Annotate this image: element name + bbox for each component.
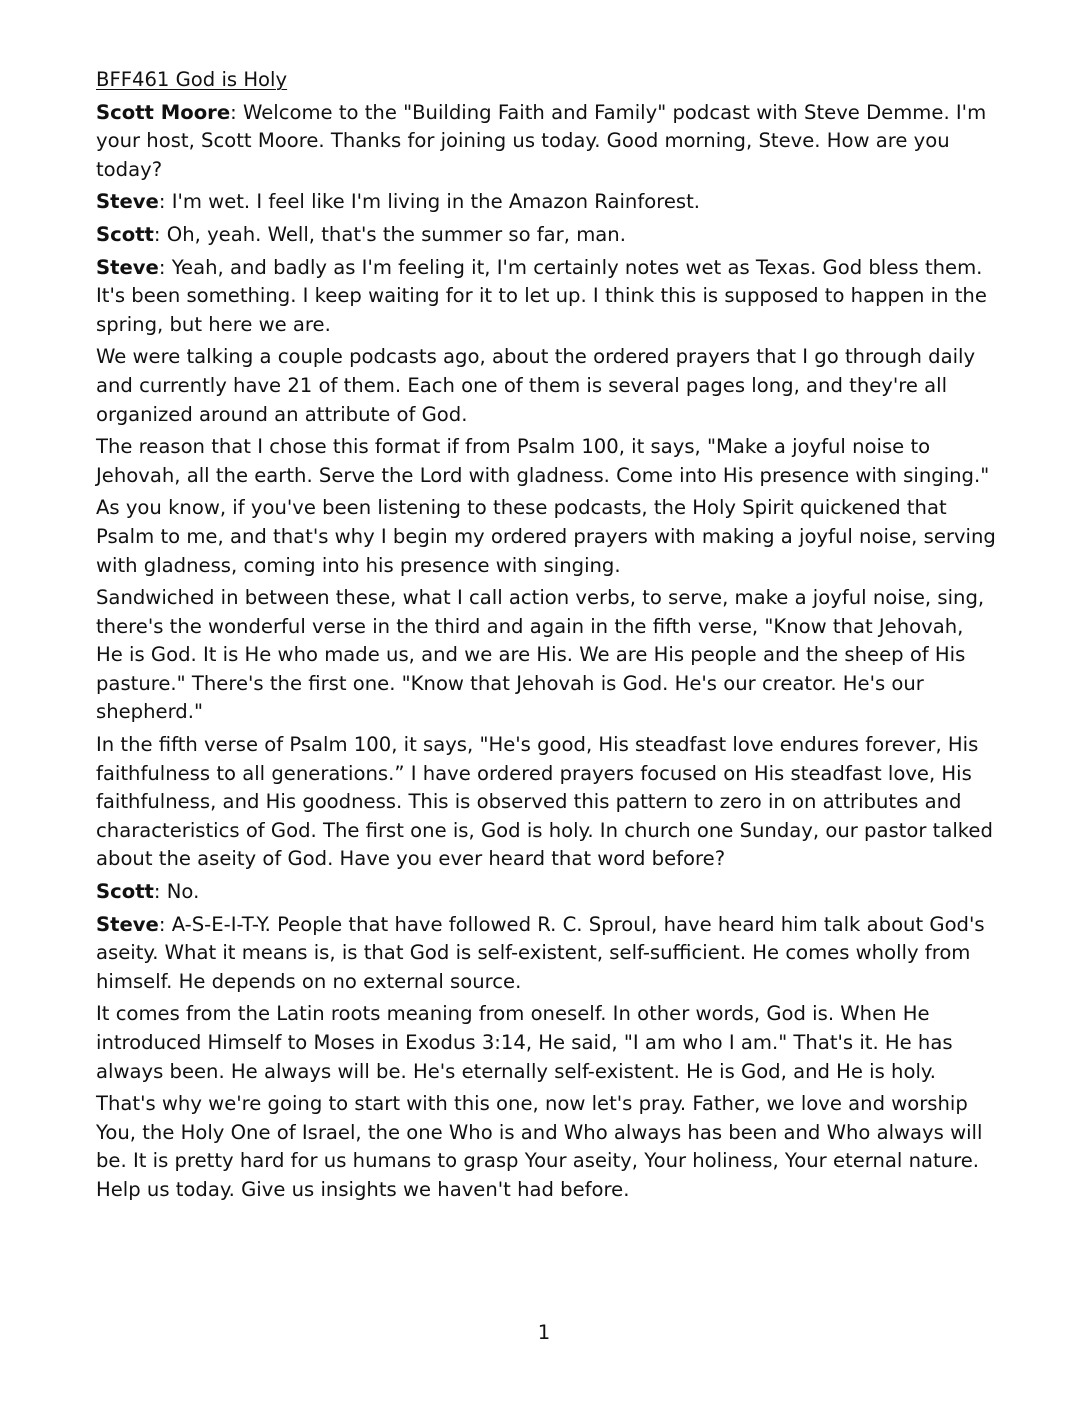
transcript-paragraph	[96, 1090, 996, 1204]
speaker-separator: :	[153, 222, 167, 246]
speaker-name: Scott	[96, 222, 154, 246]
speaker-name: Steve	[96, 912, 159, 936]
speaker-separator: :	[158, 912, 172, 936]
speaker-separator: :	[158, 190, 172, 214]
transcript-paragraph	[96, 878, 996, 907]
speaker-separator: :	[230, 100, 243, 124]
paragraph-text: That's why we're going to start with this one, now let's pray. Father, we love and worship You, the Holy One of Israel, the one Who is and Who always has been and Who always will be. It is pretty hard for us humans to grasp Your aseity, Your holiness, Your eternal nature. Help us today. Give us insights we haven't had before.	[96, 1092, 983, 1201]
transcript-paragraph	[96, 911, 996, 997]
transcript-paragraph	[96, 221, 996, 250]
paragraph-text: The reason that I chose this format if from Psalm 100, it says, "Make a joyful noise to Jehovah, all the earth. Serve the Lord with gladness. Come into His presence with singing."	[96, 435, 990, 487]
transcript-paragraph	[96, 343, 996, 429]
paragraph-text: Oh, yeah. Well, that's the summer so far, man.	[166, 222, 626, 246]
transcript-paragraph	[96, 188, 996, 217]
paragraph-text: We were talking a couple podcasts ago, about the ordered prayers that I go through daily and currently have 21 of them. Each one of them is several pages long, and they're all organized around an attribute of God.	[96, 345, 976, 426]
paragraph-text: I'm wet. I feel like I'm living in the Amazon Rainforest.	[171, 190, 701, 214]
transcript-body	[96, 66, 996, 1209]
paragraph-text: Welcome to the "Building Faith and Family" podcast with Steve Demme. I'm your host, Scott Moore. Thanks for joining us today. Good morning, Steve. How are you today?	[96, 100, 987, 181]
speaker-name: Scott	[96, 880, 154, 904]
transcript-paragraph	[96, 1000, 996, 1086]
paragraph-text: A-S-E-I-T-Y. People that have followed R. C. Sproul, have heard him talk about God's aseity. What it means is, is that God is self-existent, self-sufficient. He comes wholly from himself. He depends on no external source.	[96, 912, 985, 993]
paragraph-text: Yeah, and badly as I'm feeling it, I'm certainly notes wet as Texas. God bless them. It's been something. I keep waiting for it to let up. I think this is supposed to happen in the spring, but here we are.	[96, 255, 987, 336]
paragraph-text: No.	[166, 880, 200, 904]
transcript-paragraph	[96, 494, 996, 580]
paragraph-text: As you know, if you've been listening to these podcasts, the Holy Spirit quickened that Psalm to me, and that's why I begin my ordered prayers with making a joyful noise, serving with gladness, coming into his presence with singing.	[96, 496, 996, 577]
speaker-name: Scott Moore	[96, 100, 231, 124]
speaker-separator: :	[158, 255, 172, 279]
paragraph-text: In the fifth verse of Psalm 100, it says, "He's good, His steadfast love endures forever, His faithfulness to all generations.” I have ordered prayers focused on His steadfast love, His faithfulness, and His goodness. This is observed this pattern to zero in on attributes and characteristics of God. The first one is, God is holy. In church one Sunday, our pastor talked about the aseity of God. Have you ever heard that word before?	[96, 733, 993, 871]
paragraph-text: It comes from the Latin roots meaning from oneself. In other words, God is. When He introduced Himself to Moses in Exodus 3:14, He said, "I am who I am." That's it. He has always been. He always will be. He's eternally self-existent. He is God, and He is holy.	[96, 1002, 953, 1083]
transcript-paragraph	[96, 433, 996, 490]
paragraph-text: Sandwiched in between these, what I call action verbs, to serve, make a joyful noise, sing, there's the wonderful verse in the third and again in the fifth verse, "Know that Jehovah, He is God. It is He who made us, and we are His. We are His people and the sheep of His pasture." There's the first one. "Know that Jehovah is God. He's our creator. He's our shepherd."	[96, 586, 985, 724]
document-title: BFF461 God is Holy	[96, 68, 288, 91]
transcript-paragraph	[96, 584, 996, 727]
speaker-separator: :	[153, 880, 167, 904]
transcript-paragraph	[96, 99, 996, 185]
transcript-paragraph	[96, 254, 996, 340]
speaker-name: Steve	[96, 255, 159, 279]
page-number: 1	[537, 1321, 551, 1344]
speaker-name: Steve	[96, 190, 159, 214]
transcript-paragraph	[96, 731, 996, 874]
